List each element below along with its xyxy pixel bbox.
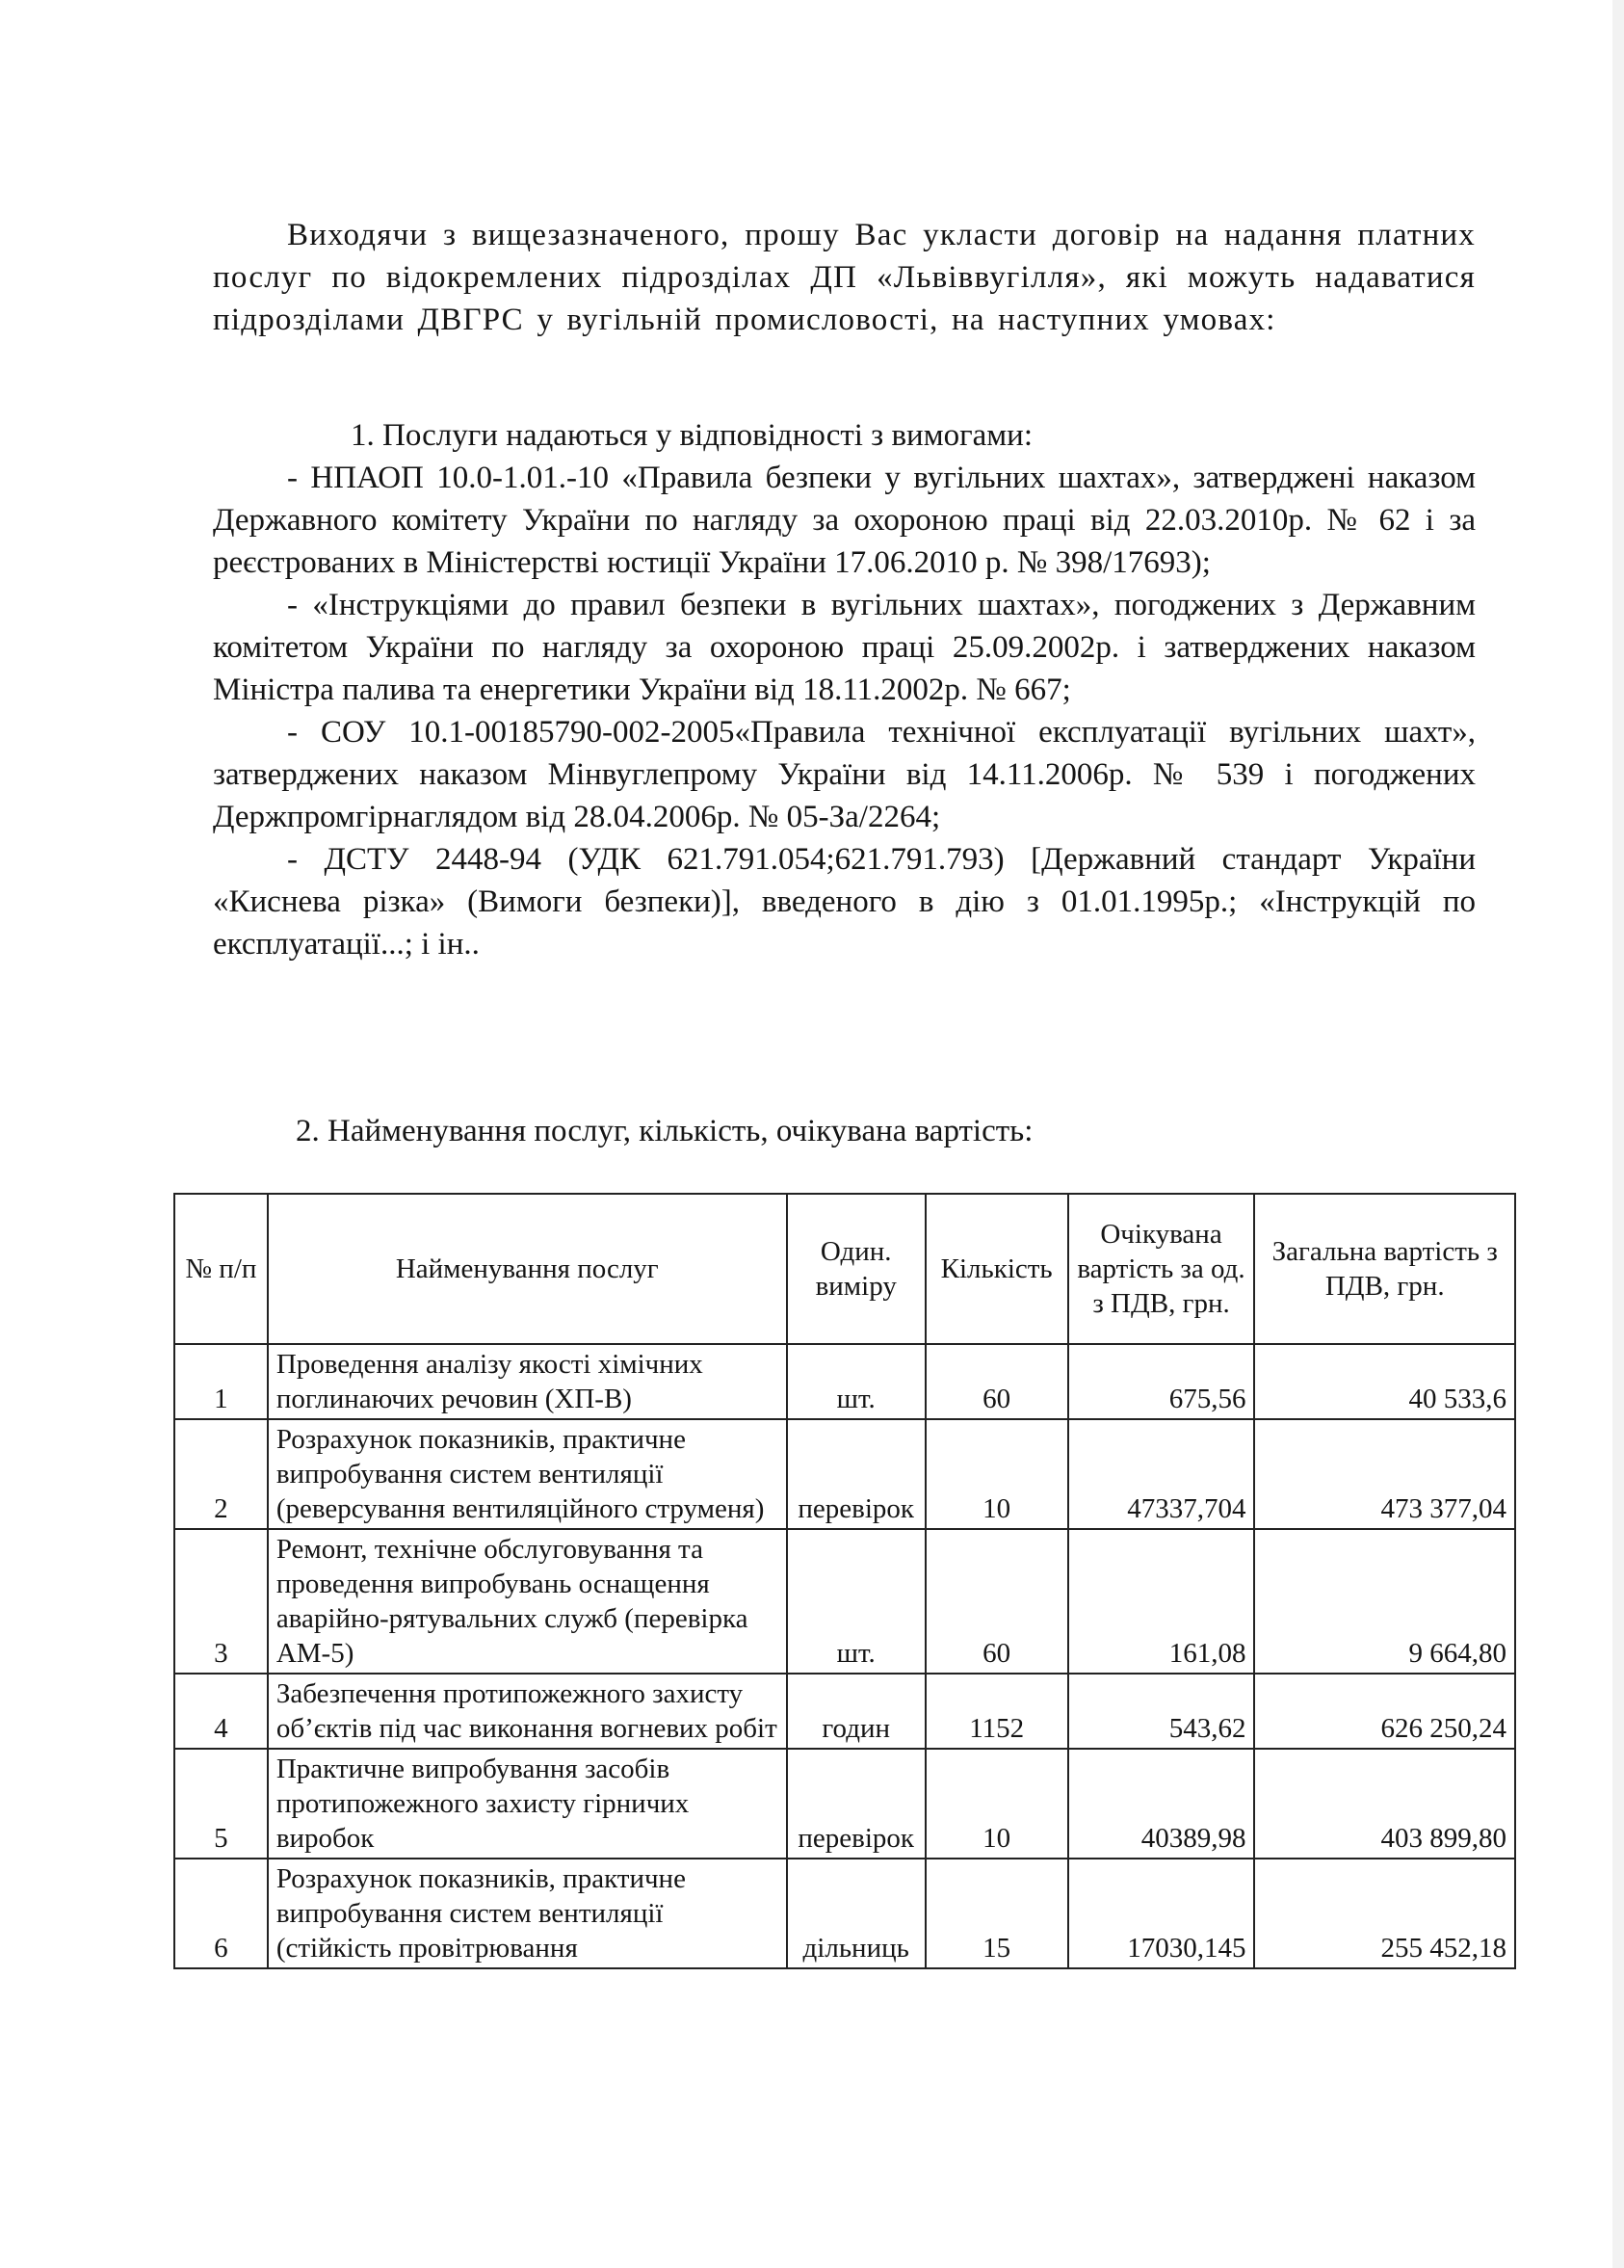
row-num: 2 bbox=[174, 1419, 268, 1529]
row-qty: 15 bbox=[926, 1859, 1068, 1968]
row-qty: 60 bbox=[926, 1344, 1068, 1419]
header-name: Найменування послуг bbox=[268, 1194, 787, 1344]
row-unit: шт. bbox=[787, 1344, 926, 1419]
row-total: 626 250,24 bbox=[1254, 1674, 1515, 1749]
requirement-dstu: - ДСТУ 2448-94 (УДК 621.791.054;621.791.793) [Державний стандарт України «Киснева різка» (Вимоги безпеки)], введеного в дію з 01.01.1995р.; «Інструкцій по експлуатації...; і ін.. bbox=[213, 842, 1476, 962]
row-qty: 10 bbox=[926, 1749, 1068, 1859]
intro-paragraph: Виходячи з вищезазначеного, прошу Вас укласти договір на надання платних послуг по відокремлених підрозділах ДП «Львіввугілля», які можуть надаватися підрозділами ДВГРС у вугільній промисловості, на наступних умовах: bbox=[213, 218, 1476, 337]
intro-block bbox=[213, 214, 1476, 341]
row-unit: дільниць bbox=[787, 1859, 926, 1968]
row-unit: перевірок bbox=[787, 1749, 926, 1859]
row-total: 9 664,80 bbox=[1254, 1529, 1515, 1674]
header-price: Очікувана вартість за од. з ПДВ, грн. bbox=[1068, 1194, 1255, 1344]
row-service-name: Розрахунок показників, практичне випробування систем вентиляції (стійкість провітрювання bbox=[268, 1859, 787, 1968]
table-row bbox=[174, 1529, 1515, 1674]
row-num: 4 bbox=[174, 1674, 268, 1749]
header-total: Загальна вартість з ПДВ, грн. bbox=[1254, 1194, 1515, 1344]
header-qty: Кількість bbox=[926, 1194, 1068, 1344]
header-num: № п/п bbox=[174, 1194, 268, 1344]
row-price: 675,56 bbox=[1068, 1344, 1255, 1419]
row-total: 473 377,04 bbox=[1254, 1419, 1515, 1529]
scan-edge-shadow bbox=[1612, 0, 1624, 2268]
item2-heading: 2. Найменування послуг, кількість, очікувана вартість: bbox=[296, 1114, 1034, 1148]
row-unit: годин bbox=[787, 1674, 926, 1749]
row-total: 255 452,18 bbox=[1254, 1859, 1515, 1968]
item1-heading: 1. Послуги надаються у відповідності з вимогами: bbox=[351, 418, 1033, 453]
row-num: 6 bbox=[174, 1859, 268, 1968]
requirement-instructions: - «Інструкціями до правил безпеки в вугільних шахтах», погоджених з Державним комітетом України по нагляду за охороною праці 25.09.2002р. і затверджених наказом Міністра палива та енергетики України від 18.11.2002р. № 667; bbox=[213, 588, 1476, 707]
row-qty: 1152 bbox=[926, 1674, 1068, 1749]
row-num: 1 bbox=[174, 1344, 268, 1419]
table-row bbox=[174, 1344, 1515, 1419]
row-qty: 60 bbox=[926, 1529, 1068, 1674]
row-total: 403 899,80 bbox=[1254, 1749, 1515, 1859]
table-row bbox=[174, 1674, 1515, 1749]
row-total: 40 533,6 bbox=[1254, 1344, 1515, 1419]
requirements-block bbox=[213, 414, 1476, 965]
row-price: 161,08 bbox=[1068, 1529, 1255, 1674]
row-price: 543,62 bbox=[1068, 1674, 1255, 1749]
services-table bbox=[173, 1193, 1516, 1969]
header-unit: Один. виміру bbox=[787, 1194, 926, 1344]
row-service-name: Забезпечення протипожежного захисту об’єктів під час виконання вогневих робіт bbox=[268, 1674, 787, 1749]
table-header-row bbox=[174, 1194, 1515, 1344]
row-num: 3 bbox=[174, 1529, 268, 1674]
row-service-name: Ремонт, технічне обслуговування та проведення випробувань оснащення аварійно-рятувальних служб (перевірка АМ-5) bbox=[268, 1529, 787, 1674]
row-service-name: Розрахунок показників, практичне випробування систем вентиляції (реверсування вентиляційного струменя) bbox=[268, 1419, 787, 1529]
row-unit: шт. bbox=[787, 1529, 926, 1674]
row-service-name: Проведення аналізу якості хімічних поглинаючих речовин (ХП-В) bbox=[268, 1344, 787, 1419]
row-service-name: Практичне випробування засобів протипожежного захисту гірничих виробок bbox=[268, 1749, 787, 1859]
row-num: 5 bbox=[174, 1749, 268, 1859]
requirement-sou: - СОУ 10.1-00185790-002-2005«Правила технічної експлуатації вугільних шахт», затверджених наказом Мінвуглепрому України від 14.11.2006р. № 539 і погоджених Держпромгірнаглядом від 28.04.2006р. № 05-За/2264; bbox=[213, 715, 1476, 834]
row-unit: перевірок bbox=[787, 1419, 926, 1529]
row-price: 17030,145 bbox=[1068, 1859, 1255, 1968]
row-price: 40389,98 bbox=[1068, 1749, 1255, 1859]
row-price: 47337,704 bbox=[1068, 1419, 1255, 1529]
row-qty: 10 bbox=[926, 1419, 1068, 1529]
table-row bbox=[174, 1749, 1515, 1859]
table-row bbox=[174, 1859, 1515, 1968]
table-row bbox=[174, 1419, 1515, 1529]
requirement-npaop: - НПАОП 10.0-1.01.-10 «Правила безпеки у вугільних шахтах», затверджені наказом Державного комітету України по нагляду за охороною праці від 22.03.2010р. № 62 і за реєстрованих в Міністерстві юстиції України 17.06.2010 р. № 398/17693); bbox=[213, 461, 1476, 580]
